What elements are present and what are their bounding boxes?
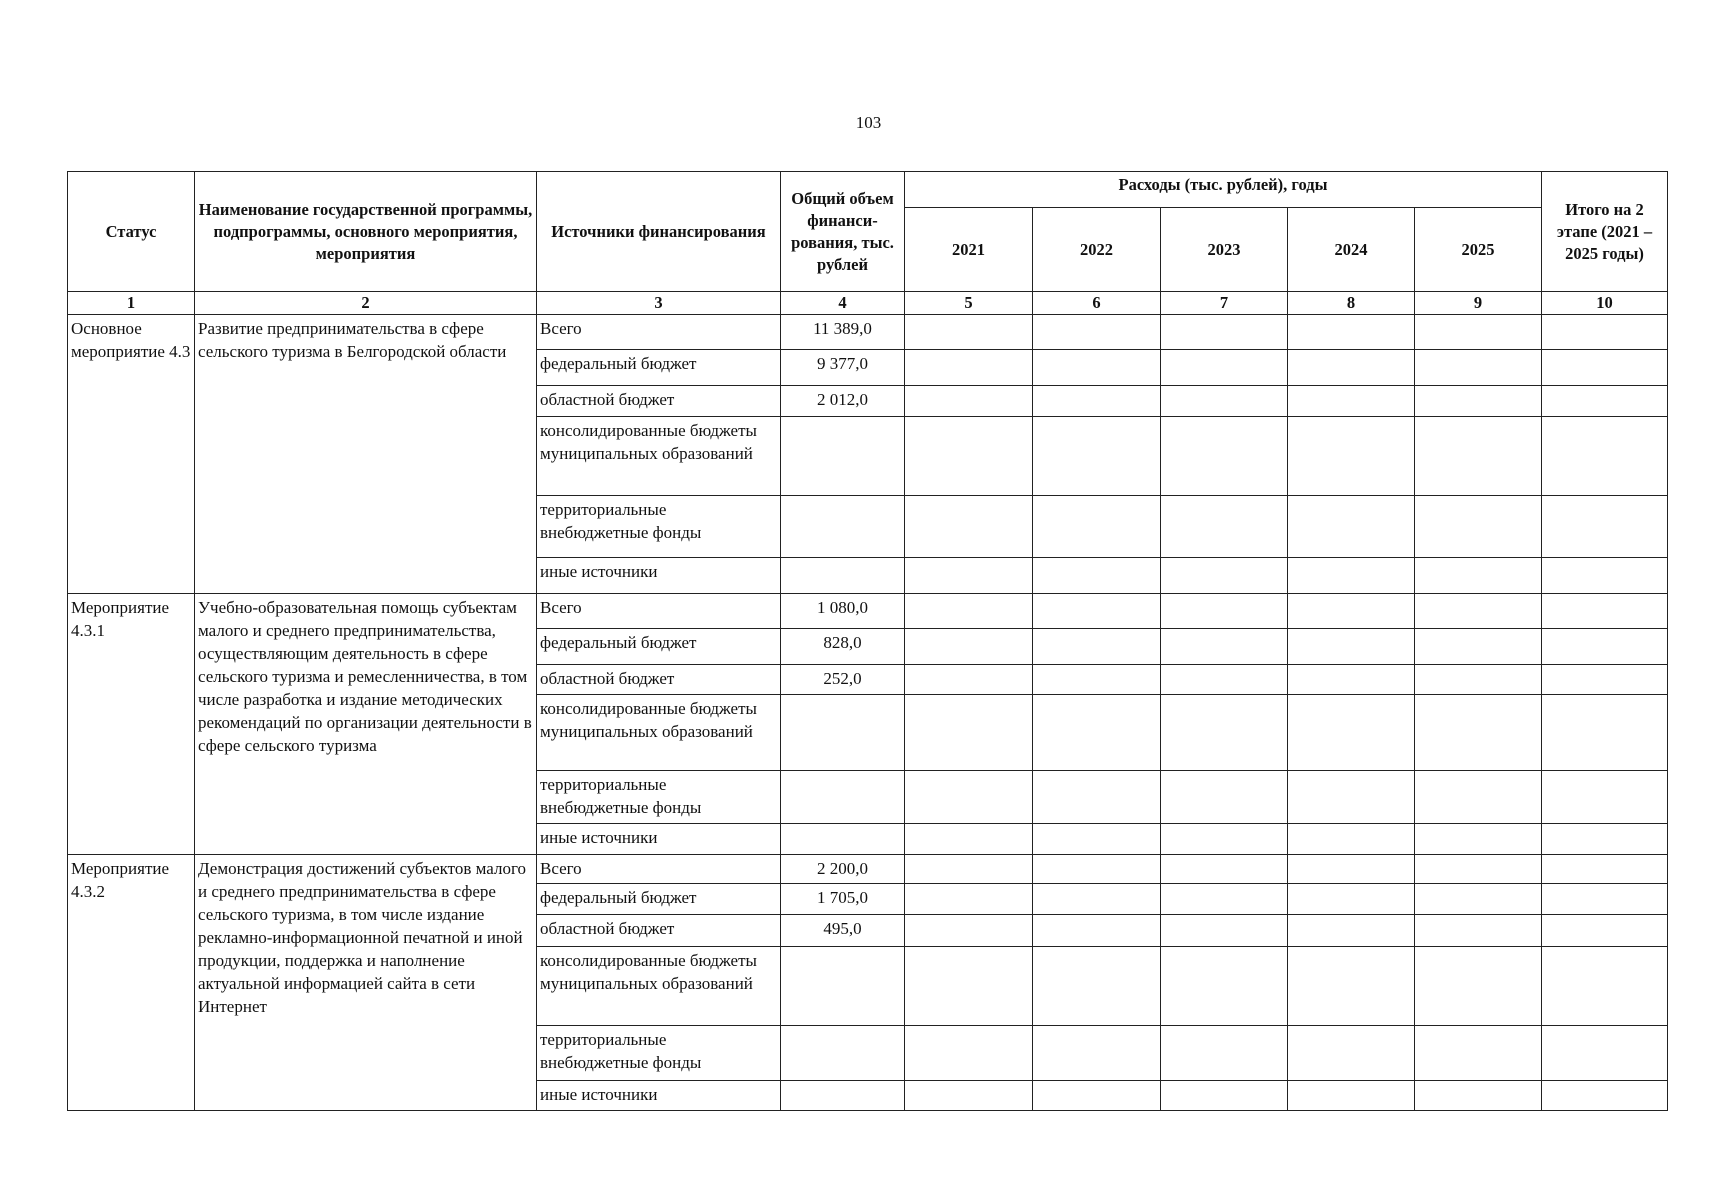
year-amount-cell xyxy=(1033,558,1161,594)
year-amount-cell xyxy=(905,1081,1033,1111)
year-amount-cell xyxy=(1542,695,1668,771)
year-amount-cell xyxy=(905,771,1033,824)
year-amount-cell xyxy=(1415,1026,1542,1081)
total-cell xyxy=(781,558,905,594)
header-status: Статус xyxy=(68,172,195,292)
source-cell: консолидированные бюджеты муниципальных образований xyxy=(537,947,781,1026)
year-amount-cell xyxy=(1288,695,1415,771)
year-amount-cell xyxy=(1288,629,1415,665)
year-amount-cell xyxy=(1542,496,1668,558)
year-amount-cell xyxy=(1033,915,1161,947)
year-amount-cell xyxy=(1542,417,1668,496)
year-amount-cell xyxy=(1161,824,1288,855)
source-cell: областной бюджет xyxy=(537,665,781,695)
total-cell: 2 012,0 xyxy=(781,386,905,417)
year-amount-cell xyxy=(1415,824,1542,855)
year-amount-cell xyxy=(1161,915,1288,947)
year-amount-cell xyxy=(1415,665,1542,695)
year-amount-cell xyxy=(1542,665,1668,695)
year-amount-cell xyxy=(1542,386,1668,417)
total-cell xyxy=(781,771,905,824)
source-cell: Всего xyxy=(537,315,781,350)
year-amount-cell xyxy=(1161,665,1288,695)
name-cell: Демонстрация достижений субъектов малого и среднего предпринимательства в сфере сельского туризма, в том числе издание рекламно-информационной печатной и иной продукции, поддержка и наполнение актуальной информацией сайта в сети Интернет xyxy=(195,855,537,1111)
year-amount-cell xyxy=(1033,386,1161,417)
header-year: 2025 xyxy=(1415,208,1542,292)
year-amount-cell xyxy=(905,350,1033,386)
total-cell: 495,0 xyxy=(781,915,905,947)
year-amount-cell xyxy=(905,496,1033,558)
year-amount-cell xyxy=(1033,594,1161,629)
source-cell: федеральный бюджет xyxy=(537,350,781,386)
year-amount-cell xyxy=(1033,855,1161,884)
year-amount-cell xyxy=(905,695,1033,771)
source-cell: областной бюджет xyxy=(537,386,781,417)
year-amount-cell xyxy=(1542,884,1668,915)
source-cell: консолидированные бюджеты муниципальных образований xyxy=(537,417,781,496)
name-cell: Развитие предпринимательства в сфере сельского туризма в Белгородской области xyxy=(195,315,537,594)
year-amount-cell xyxy=(1288,315,1415,350)
total-cell: 11 389,0 xyxy=(781,315,905,350)
year-amount-cell xyxy=(1542,1081,1668,1111)
year-amount-cell xyxy=(905,629,1033,665)
year-amount-cell xyxy=(1161,771,1288,824)
table-row xyxy=(68,855,1668,884)
year-amount-cell xyxy=(1033,665,1161,695)
year-amount-cell xyxy=(905,915,1033,947)
year-amount-cell xyxy=(1288,350,1415,386)
year-amount-cell xyxy=(1415,629,1542,665)
total-cell xyxy=(781,695,905,771)
column-number: 4 xyxy=(781,292,905,315)
year-amount-cell xyxy=(905,947,1033,1026)
source-cell: иные источники xyxy=(537,1081,781,1111)
year-amount-cell xyxy=(1033,315,1161,350)
status-cell: Мероприятие 4.3.2 xyxy=(68,855,195,1111)
year-amount-cell xyxy=(1161,386,1288,417)
year-amount-cell xyxy=(905,594,1033,629)
year-amount-cell xyxy=(905,1026,1033,1081)
year-amount-cell xyxy=(1288,1081,1415,1111)
year-amount-cell xyxy=(1161,947,1288,1026)
year-amount-cell xyxy=(1033,884,1161,915)
year-amount-cell xyxy=(1161,1026,1288,1081)
year-amount-cell xyxy=(1161,855,1288,884)
year-amount-cell xyxy=(1415,386,1542,417)
year-amount-cell xyxy=(1033,824,1161,855)
year-amount-cell xyxy=(1542,350,1668,386)
source-cell: федеральный бюджет xyxy=(537,629,781,665)
year-amount-cell xyxy=(1415,350,1542,386)
year-amount-cell xyxy=(1161,417,1288,496)
source-cell: территориальные внебюджетные фонды xyxy=(537,771,781,824)
year-amount-cell xyxy=(905,665,1033,695)
year-amount-cell xyxy=(1161,594,1288,629)
year-amount-cell xyxy=(1288,594,1415,629)
total-cell: 2 200,0 xyxy=(781,855,905,884)
year-amount-cell xyxy=(1288,1026,1415,1081)
year-amount-cell xyxy=(1161,315,1288,350)
header-total: Общий объем финанси-рования, тыс. рублей xyxy=(781,172,905,292)
year-amount-cell xyxy=(1415,695,1542,771)
status-cell: Основное мероприятие 4.3 xyxy=(68,315,195,594)
year-amount-cell xyxy=(905,386,1033,417)
header-expenses: Расходы (тыс. рублей), годы xyxy=(905,172,1542,208)
year-amount-cell xyxy=(1415,1081,1542,1111)
total-cell xyxy=(781,496,905,558)
year-amount-cell xyxy=(1415,417,1542,496)
total-cell xyxy=(781,1081,905,1111)
year-amount-cell xyxy=(1033,771,1161,824)
year-amount-cell xyxy=(1542,855,1668,884)
year-amount-cell xyxy=(1033,496,1161,558)
year-amount-cell xyxy=(1542,594,1668,629)
year-amount-cell xyxy=(1288,824,1415,855)
year-amount-cell xyxy=(1033,1081,1161,1111)
year-amount-cell xyxy=(1415,496,1542,558)
year-amount-cell xyxy=(905,417,1033,496)
year-amount-cell xyxy=(1415,915,1542,947)
column-number: 8 xyxy=(1288,292,1415,315)
year-amount-cell xyxy=(1161,629,1288,665)
header-year: 2023 xyxy=(1161,208,1288,292)
total-cell: 252,0 xyxy=(781,665,905,695)
column-number: 3 xyxy=(537,292,781,315)
header-year: 2022 xyxy=(1033,208,1161,292)
year-amount-cell xyxy=(1542,915,1668,947)
page-number: 103 xyxy=(855,113,882,132)
source-cell: иные источники xyxy=(537,824,781,855)
year-amount-cell xyxy=(1288,915,1415,947)
total-cell: 1 080,0 xyxy=(781,594,905,629)
year-amount-cell xyxy=(1033,629,1161,665)
year-amount-cell xyxy=(1288,771,1415,824)
year-amount-cell xyxy=(905,558,1033,594)
source-cell: Всего xyxy=(537,855,781,884)
total-cell: 828,0 xyxy=(781,629,905,665)
column-number: 5 xyxy=(905,292,1033,315)
header-sources: Источники финансирования xyxy=(537,172,781,292)
year-amount-cell xyxy=(1288,496,1415,558)
budget-table xyxy=(67,171,1668,1111)
column-number: 1 xyxy=(68,292,195,315)
year-amount-cell xyxy=(1161,558,1288,594)
total-cell xyxy=(781,824,905,855)
source-cell: Всего xyxy=(537,594,781,629)
status-cell: Мероприятие 4.3.1 xyxy=(68,594,195,855)
year-amount-cell xyxy=(1288,884,1415,915)
source-cell: областной бюджет xyxy=(537,915,781,947)
table-row xyxy=(68,594,1668,629)
year-amount-cell xyxy=(905,855,1033,884)
total-cell xyxy=(781,417,905,496)
year-amount-cell xyxy=(1288,558,1415,594)
total-cell: 9 377,0 xyxy=(781,350,905,386)
year-amount-cell xyxy=(905,315,1033,350)
source-cell: территориальные внебюджетные фонды xyxy=(537,496,781,558)
year-amount-cell xyxy=(905,824,1033,855)
year-amount-cell xyxy=(1415,594,1542,629)
year-amount-cell xyxy=(1161,1081,1288,1111)
year-amount-cell xyxy=(1033,350,1161,386)
year-amount-cell xyxy=(1415,771,1542,824)
year-amount-cell xyxy=(1288,417,1415,496)
year-amount-cell xyxy=(1288,386,1415,417)
year-amount-cell xyxy=(1161,496,1288,558)
year-amount-cell xyxy=(1542,947,1668,1026)
year-amount-cell xyxy=(1415,947,1542,1026)
source-cell: иные источники xyxy=(537,558,781,594)
year-amount-cell xyxy=(1161,884,1288,915)
year-amount-cell xyxy=(1542,824,1668,855)
header-name: Наименование государственной программы, подпрограммы, основного мероприятия, мероприятия xyxy=(195,172,537,292)
year-amount-cell xyxy=(1033,1026,1161,1081)
year-amount-cell xyxy=(1033,695,1161,771)
year-amount-cell xyxy=(1415,884,1542,915)
year-amount-cell xyxy=(1542,771,1668,824)
year-amount-cell xyxy=(1542,1026,1668,1081)
year-amount-cell xyxy=(1288,855,1415,884)
column-number: 9 xyxy=(1415,292,1542,315)
header-year: 2021 xyxy=(905,208,1033,292)
column-number: 6 xyxy=(1033,292,1161,315)
year-amount-cell xyxy=(1542,629,1668,665)
year-amount-cell xyxy=(1288,947,1415,1026)
year-amount-cell xyxy=(1033,947,1161,1026)
header-stage-total: Итого на 2 этапе (2021 – 2025 годы) xyxy=(1542,172,1668,292)
year-amount-cell xyxy=(1161,350,1288,386)
year-amount-cell xyxy=(1415,855,1542,884)
year-amount-cell xyxy=(1542,558,1668,594)
year-amount-cell xyxy=(1415,558,1542,594)
year-amount-cell xyxy=(1542,315,1668,350)
year-amount-cell xyxy=(1161,695,1288,771)
column-number: 10 xyxy=(1542,292,1668,315)
total-cell xyxy=(781,1026,905,1081)
total-cell: 1 705,0 xyxy=(781,884,905,915)
column-number: 7 xyxy=(1161,292,1288,315)
name-cell: Учебно-образовательная помощь субъектам малого и среднего предпринимательства, осуществляющим деятельность в сфере сельского туризма и ремесленничества, в том числе разработка и издание методических рекомендаций по организации деятельности в сфере сельского туризма xyxy=(195,594,537,855)
total-cell xyxy=(781,947,905,1026)
year-amount-cell xyxy=(905,884,1033,915)
header-year: 2024 xyxy=(1288,208,1415,292)
year-amount-cell xyxy=(1288,665,1415,695)
source-cell: территориальные внебюджетные фонды xyxy=(537,1026,781,1081)
year-amount-cell xyxy=(1033,417,1161,496)
year-amount-cell xyxy=(1415,315,1542,350)
source-cell: федеральный бюджет xyxy=(537,884,781,915)
source-cell: консолидированные бюджеты муниципальных образований xyxy=(537,695,781,771)
table-row xyxy=(68,315,1668,350)
column-number: 2 xyxy=(195,292,537,315)
